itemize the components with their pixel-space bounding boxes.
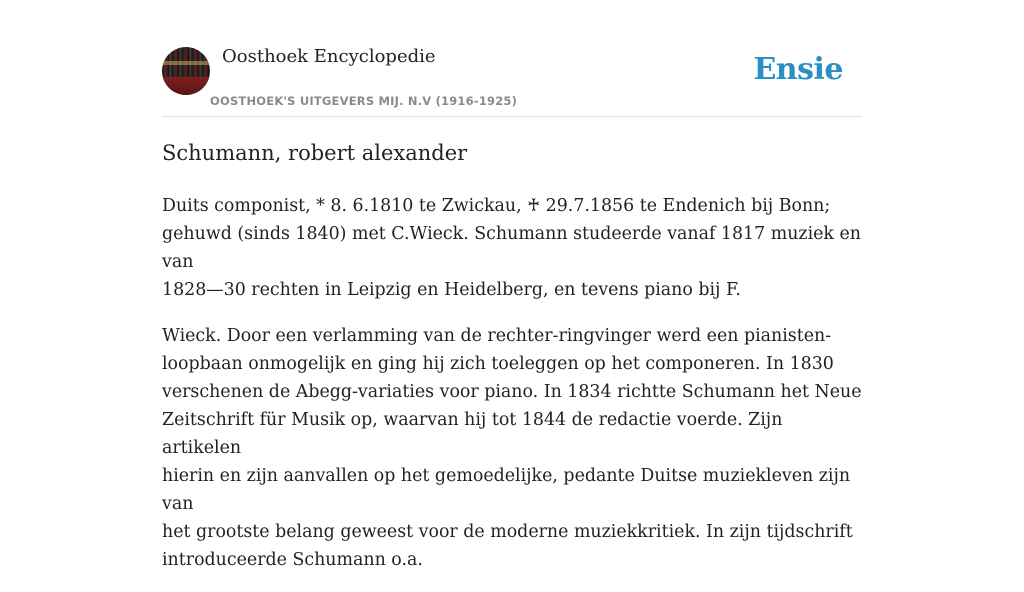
article-title: Schumann, robert alexander — [162, 141, 468, 165]
article-paragraph: Wieck. Door een verlamming van de rechter-ringvinger werd een pianisten- loopbaan onmogelijk en ging hij zich toeleggen op het componeren. In 1830 verschenen de Abegg-variaties voor piano. In 1834 richtte Schumann het Neue Zeitschrift für Musik op, waarvan hij tot 1844 de redactie voerde. Zijn artikelen hierin en zijn aanvallen op het gemoedelijke, pedante Duitse muziekleven zijn van het grootste belang geweest voor de moderne muziekkritiek. In zijn tijdschrift introduceerde Schumann o.a. — [162, 326, 862, 570]
ensie-logo[interactable]: Ensie — [753, 52, 843, 87]
publication-header — [162, 0, 862, 117]
publication-avatar[interactable] — [162, 47, 210, 95]
publisher-subtitle: OOSTHOEK'S UITGEVERS MIJ. N.V (1916-1925) — [210, 94, 518, 108]
publication-name[interactable]: Oosthoek Encyclopedie — [222, 46, 436, 67]
article-body — [162, 192, 862, 592]
article-paragraph: Duits componist, * 8. 6.1810 te Zwickau, ♰ 29.7.1856 te Endenich bij Bonn; gehuwd (sinds 1840) met C.Wieck. Schumann studeerde vanaf 1817 muziek en van 1828—30 rechten in Leipzig en Heidelberg, en tevens piano bij F. — [162, 196, 861, 300]
